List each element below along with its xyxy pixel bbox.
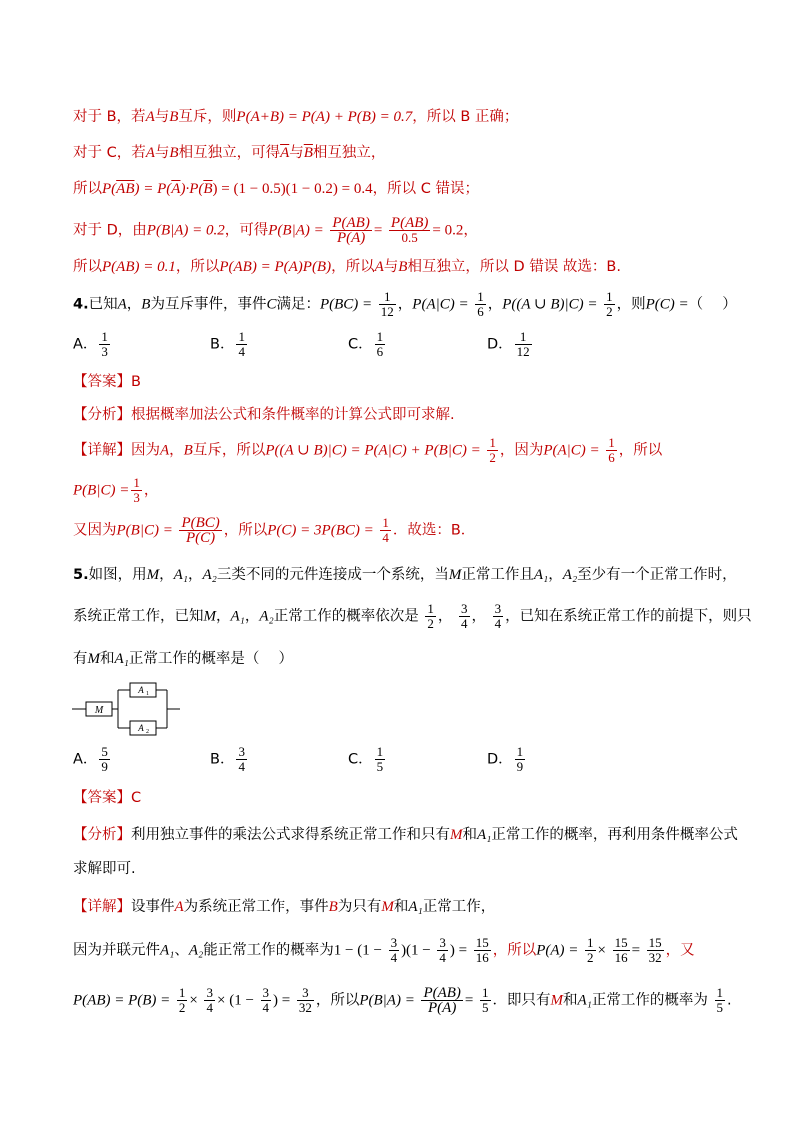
q5-option-b[interactable]: B． $\frac{3}{4}$ (210, 744, 245, 774)
fraction: $\frac{1}{6}$ (477, 289, 484, 319)
circuit-diagram (70, 678, 184, 740)
fraction: $\frac{1}{12}$ (380, 289, 394, 319)
fraction: $\frac{3}{4}$ (262, 985, 270, 1015)
fraction: $\frac{1}{2}$ (427, 601, 434, 631)
diagram-a1-sub: 1 (146, 691, 149, 697)
fraction: $\frac{3}{4}$ (461, 601, 468, 631)
diagram-a1-label: A (138, 685, 144, 695)
question-5-stem-2: 系统正常工作，已知M，A₁，A₂正常工作的概率依次是 $\frac{1}{2}$ ， $\frac{3}{4}$ ， $\frac{3}{4}$ ，已知在系统正常工作的前提下，则只 (73, 601, 752, 631)
fraction: $\frac{1}{3}$ (133, 475, 140, 505)
fraction: $\frac{P(AB)}{P(A)}$ (423, 985, 461, 1016)
q4-detail-3: 又因为P(B|C) = $\frac{P(BC)}{P(C)}$ ，所以P(C) = 3P(BC) = $\frac{1}{4}$ ．故选：B． (73, 515, 476, 546)
fraction: $\frac{1}{2}$ (489, 435, 496, 465)
q5-option-c[interactable]: C． $\frac{1}{5}$ (348, 744, 384, 774)
q4-analysis: 【分析】根据概率加法公式和条件概率的计算公式即可求解. (73, 407, 455, 423)
question-5-stem-3: 有M和A₁正常工作的概率是（ ） (73, 651, 293, 667)
q5-detail-1: 【详解】设事件A为系统正常工作，事件B为只有M和A₁正常工作， (73, 899, 496, 915)
fraction: $\frac{3}{4}$ (206, 985, 213, 1015)
q4-option-b[interactable]: B． $\frac{1}{4}$ (210, 329, 245, 359)
fraction: $\frac{1}{6}$ (608, 435, 615, 465)
q4-option-a[interactable]: A． $\frac{1}{3}$ (73, 329, 108, 359)
fraction: $\frac{3}{32}$ (298, 985, 312, 1015)
fraction: $\frac{1}{2}$ (178, 985, 186, 1015)
fraction: $\frac{P(AB)}{0.5}$ (390, 215, 429, 245)
q5-answer: 【答案】C (73, 790, 142, 806)
diagram-m-label: M (94, 705, 104, 716)
fraction: $\frac{1}{5}$ (716, 985, 723, 1015)
diagram-a2-label: A (138, 723, 144, 733)
question-5-stem-1: 5.如图，用M，A₁，A₂三类不同的元件连接成一个系统，当M正常工作且A₁，A₂至少有一个正常工作时， (73, 567, 737, 583)
q5-detail-2: 因为并联元件A₁、A₂能正常工作的概率为1 − (1 − $\frac{3}{4}$ )(1 − $\frac{3}{4}$ ) = $\frac{15}{16}$ ，所以P(A) = $\frac{1}{2}$ × $\frac{15}{16}$ = $\frac{15}{32}$ ，又 (73, 935, 695, 965)
fraction: $\frac{P(AB)}{P(A)}$ (332, 215, 370, 246)
fraction: $\frac{1}{2}$ (606, 289, 613, 319)
q4-option-d[interactable]: D． $\frac{1}{12}$ (487, 329, 530, 359)
solution-line-d2: 所以P(AB) = 0.1，所以P(AB) = P(A)P(B)，所以A与B相互独立，所以 D 错误 故选：B. (73, 259, 621, 275)
fraction: $\frac{3}{4}$ (439, 935, 446, 965)
q4-detail-2: P(B|C) = $\frac{1}{3}$ ， (73, 475, 159, 505)
fraction: $\frac{P(BC)}{P(C)}$ (181, 515, 220, 546)
question-4-stem: 4.已知A，B为互斥事件，事件C满足：P(BC) = $\frac{1}{12}$ ，P(A|C) = $\frac{1}{6}$ ，P((A ∪ B)|C) = $\frac{1}{2}$ ，则P(C) =（ ） (73, 289, 737, 319)
fraction: $\frac{1}{5}$ (482, 985, 489, 1015)
solution-line-b: 对于 B，若A与B互斥，则P(A+B) = P(A) + P(B) = 0.7，所以 B 正确； (73, 109, 519, 125)
fraction: $\frac{3}{4}$ (494, 601, 502, 631)
q4-answer: 【答案】B (73, 374, 141, 390)
fraction: $\frac{3}{4}$ (390, 935, 398, 965)
solution-line-c1: 对于 C，若A与B相互独立，可得$\overline{A}$与$\overline{B}$相互独立， (73, 145, 386, 161)
diagram-a2-sub: 2 (146, 729, 149, 735)
q5-analysis-1: 【分析】利用独立事件的乘法公式求得系统正常工作和只有M和A₁正常工作的概率，再利用条件概率公式 (73, 827, 738, 843)
q4-option-c[interactable]: C． $\frac{1}{6}$ (348, 329, 384, 359)
q5-detail-3: P(AB) = P(B) = $\frac{1}{2}$ × $\frac{3}{4}$ × (1 − $\frac{3}{4}$ ) = $\frac{3}{32}$ ，所以P(B|A) = $\frac{P(AB)}{P(A)}$ = $\frac{1}{5}$ ．即只有M和A₁正常工作的概率为 $\frac{1}{5}$ . (73, 985, 732, 1016)
solution-line-c2: 所以$P(\overline{AB}) = P(\overline{A})\cdot P(\overline{B}) = (1 - 0.5)(1 - 0.2) = 0.4$，所以 C 错误； (73, 181, 479, 197)
fraction: $\frac{1}{4}$ (382, 515, 389, 545)
q5-option-a[interactable]: A． $\frac{5}{9}$ (73, 744, 108, 774)
q4-detail-1: 【详解】因为A，B互斥，所以P((A ∪ B)|C) = P(A|C) + P(B|C) = $\frac{1}{2}$ ，因为P(A|C) = $\frac{1}{6}$ ，所以 (73, 435, 663, 465)
q5-option-d[interactable]: D． $\frac{1}{9}$ (487, 744, 524, 774)
fraction: $\frac{15}{32}$ (648, 935, 662, 965)
solution-line-d1: 对于 D，由P(B|A) = 0.2，可得P(B|A) = $\frac{P(AB)}{P(A)}$ = $\frac{P(AB)}{0.5}$ = 0.2， (73, 215, 478, 246)
q5-analysis-2: 求解即可. (73, 861, 136, 877)
fraction: $\frac{15}{16}$ (475, 935, 489, 965)
fraction: $\frac{1}{2}$ (587, 935, 594, 965)
fraction: $\frac{15}{16}$ (614, 935, 628, 965)
